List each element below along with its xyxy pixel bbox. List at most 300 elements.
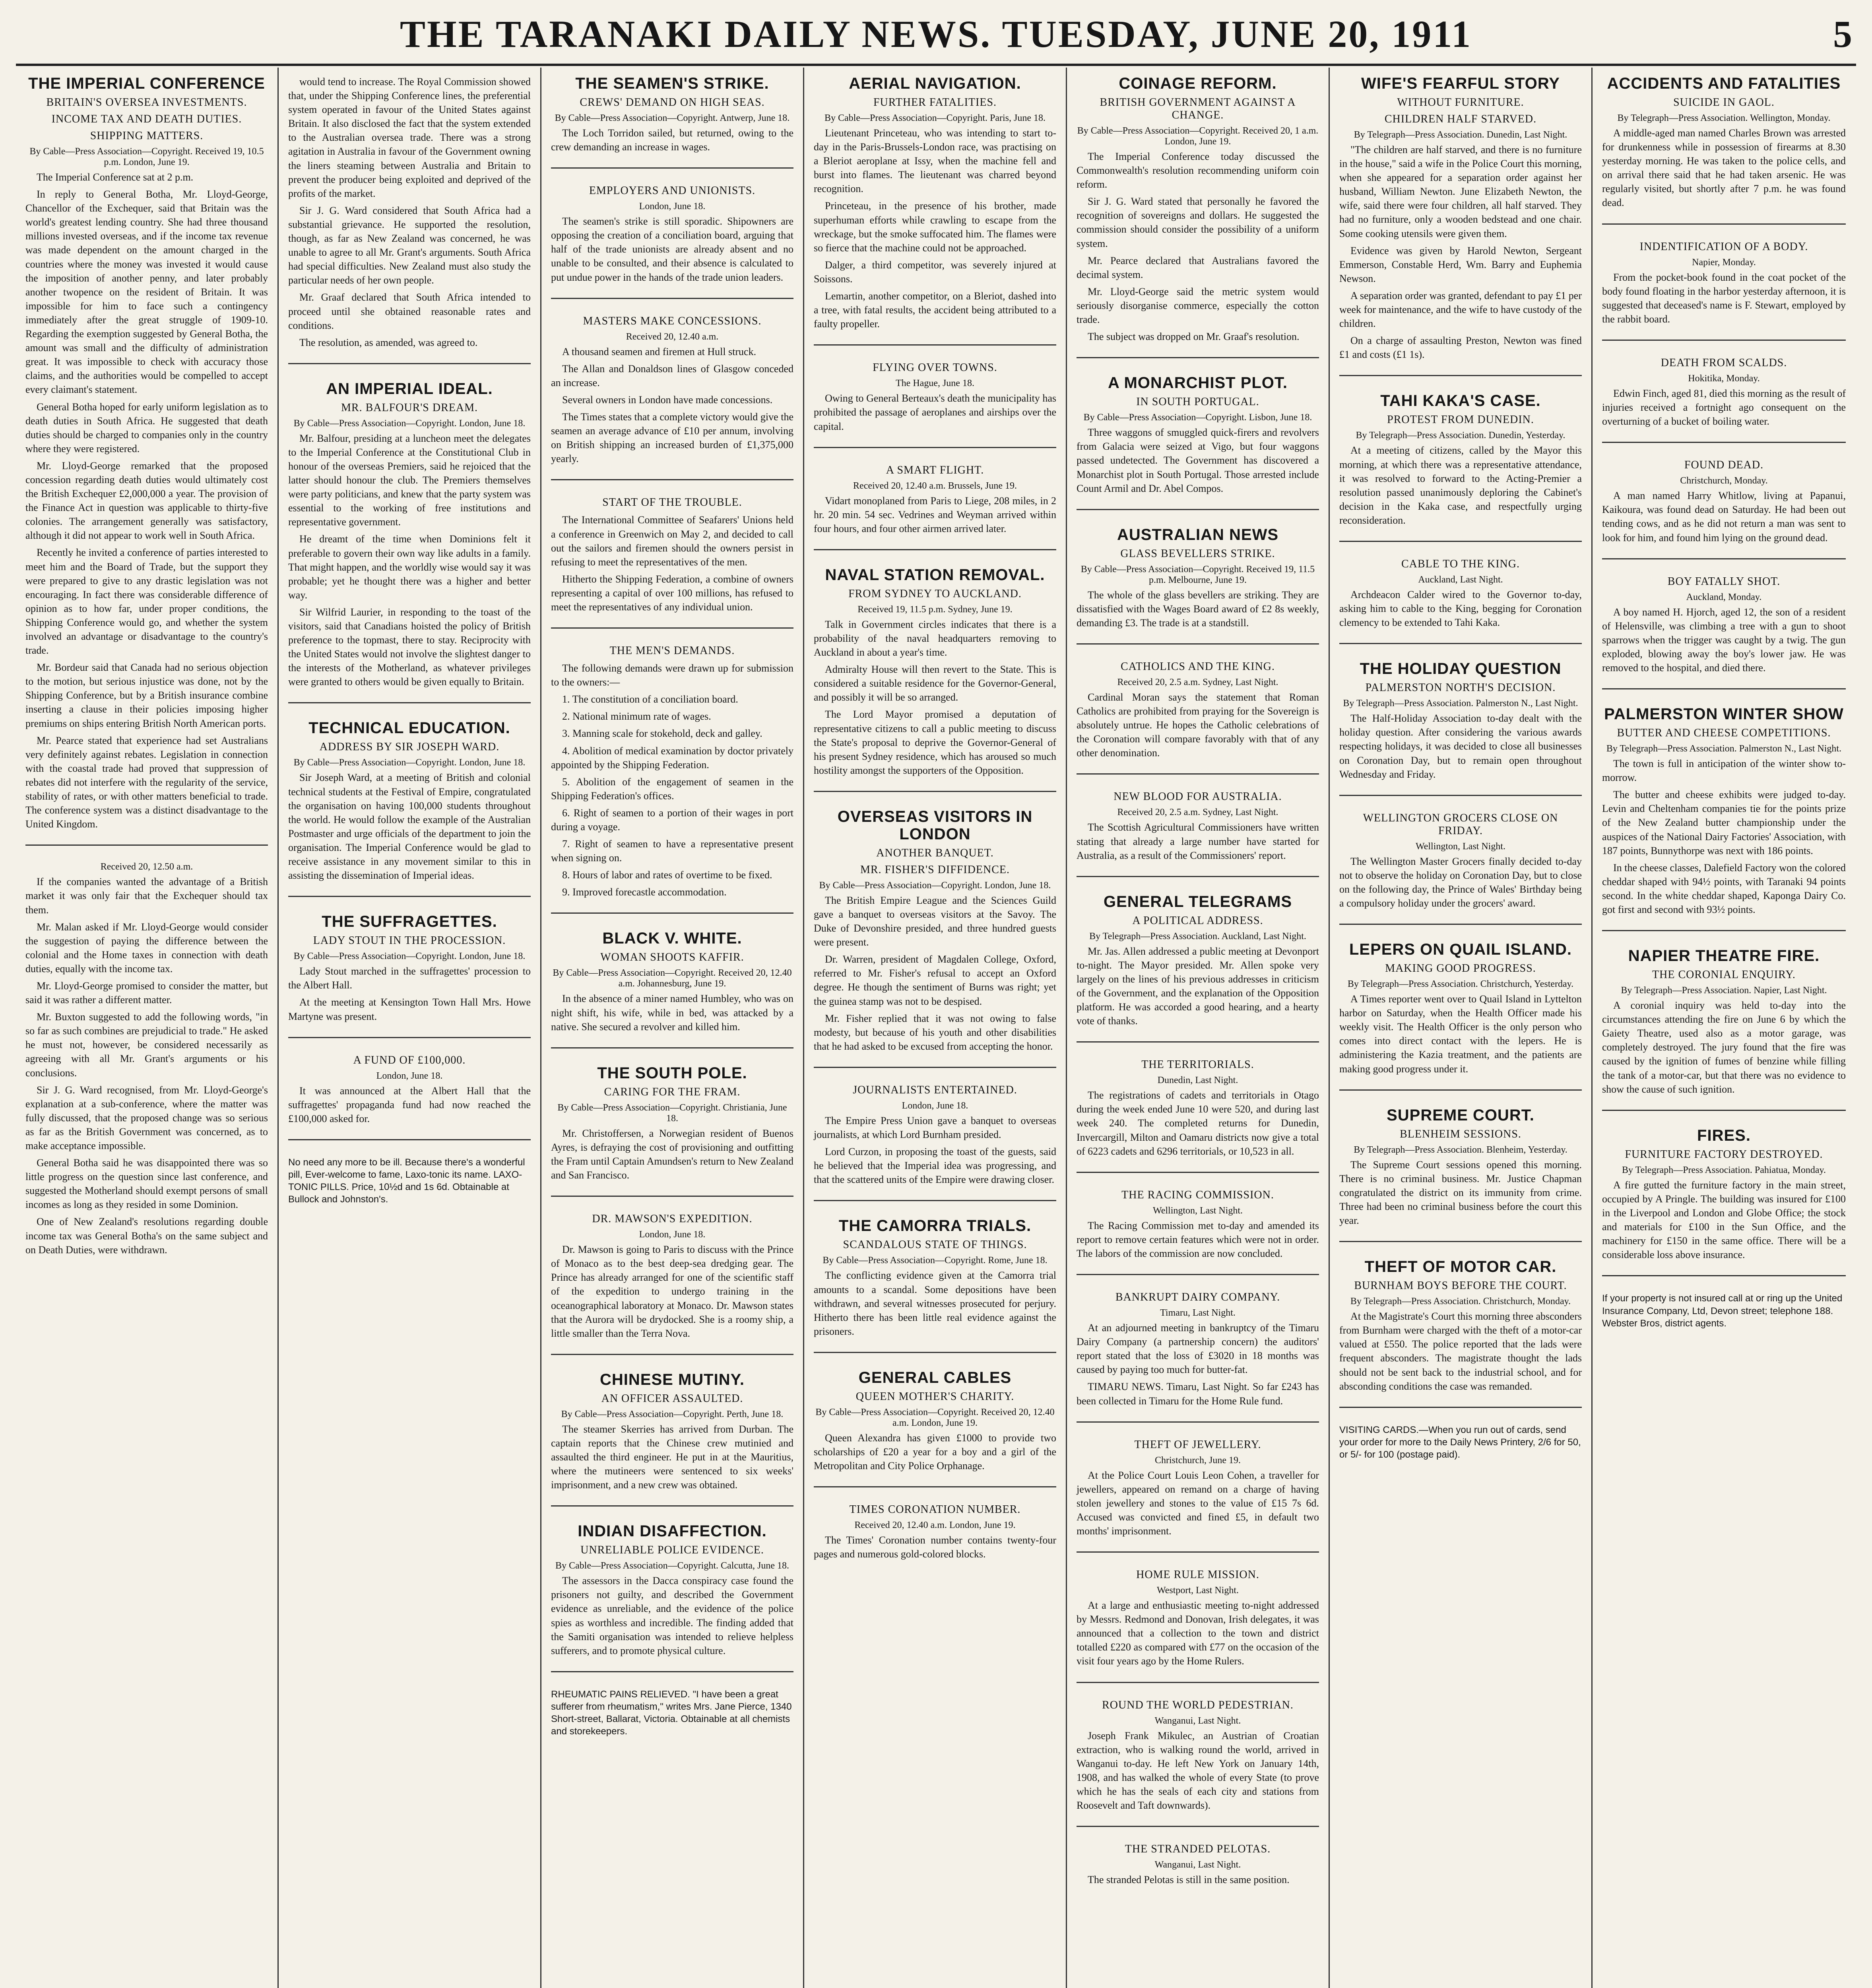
article-subhead: ADDRESS BY SIR JOSEPH WARD. <box>319 741 500 753</box>
article-section <box>1339 812 1582 925</box>
article-subhead: CHILDREN HALF STARVED. <box>1384 113 1537 125</box>
article-body <box>288 75 531 349</box>
article-section <box>1339 660 1582 796</box>
article-paragraph: Admiralty House will then revert to the State. This is considered a suitable residence for the Governor-General, and possibly it will be so arranged. <box>814 664 1056 703</box>
article-paragraph: The Half-Holiday Association to-day dealt with the holiday question. After considering the various awards respecting holidays, it was decided to close all businesses on Coronation Day, but to remain open throughout Wednesday and Friday. <box>1339 712 1582 780</box>
article-paragraph: Dr. Warren, president of Magdalen College, Oxford, referred to Mr. Fisher's refusal to accept an Oxford degree. He though the sentiment of Burns was right; yet the guinea stamp was not to be despised. <box>814 953 1056 1007</box>
article-headline: THE SUFFRAGETTES. <box>322 913 497 931</box>
article-paragraph: Evidence was given by Harold Newton, Sergeant Emmerson, Constable Herd, Wm. Barry and Euphemia Newson. <box>1339 245 1582 284</box>
article-section <box>551 1371 793 1507</box>
article-dateline: Received 20, 2.5 a.m. Sydney, Last Night. <box>1117 677 1278 687</box>
article-paragraph: Sir J. G. Ward considered that South Africa had a substantial grievance. He supported the resolution, though, as far as New Zealand was concerned, he was unable to agree to all Mr. Grant's arguments. South Africa had special difficulties. New Zealand must also study the particular needs of her own people. <box>288 204 531 286</box>
article-dateline: By Telegraph—Press Association. Dunedin, Last Night. <box>1354 130 1567 140</box>
article-body <box>1339 854 1582 910</box>
article-subhead: A POLITICAL ADDRESS. <box>1132 914 1263 927</box>
article-dateline: Received 20, 12.40 a.m. Brussels, June 19. <box>853 480 1017 491</box>
article-subhead: GLASS BEVELLERS STRIKE. <box>1120 547 1275 560</box>
article-body <box>551 214 793 284</box>
article-dateline: By Telegraph—Press Association. Blenheim, Yesterday. <box>1354 1144 1567 1155</box>
article-paragraph: Mr. Malan asked if Mr. Lloyd-George would consider the suggestion of paying the difference between the colonial and the Home taxes in connection with death duties, equally with the income tax. <box>25 921 268 975</box>
article-section <box>288 380 531 704</box>
article-body <box>1339 443 1582 527</box>
article-subhead: FROM SYDNEY TO AUCKLAND. <box>848 587 1022 600</box>
article-dateline: By Cable—Press Association—Copyright. Paris, June 18. <box>824 113 1046 123</box>
article-dateline: Wellington, Last Night. <box>1415 841 1506 852</box>
article-paragraph: 7. Right of seamen to have a representative present when signing on. <box>551 838 793 864</box>
article-subhead: THE RACING COMMISSION. <box>1121 1188 1274 1201</box>
article-subhead: MAKING GOOD PROGRESS. <box>1385 962 1536 975</box>
article-paragraph: The steamer Skerries has arrived from Durban. The captain reports that the Chinese crew mutinied and assaulted the third engineer. He put in at the Mauritius, where the mutineers were sentenced to six weeks' imprisonment, and a new crew was obtained. <box>551 1423 793 1491</box>
article-subhead: DEATH FROM SCALDS. <box>1661 356 1787 369</box>
article-section <box>1602 357 1846 443</box>
column-5 <box>1067 68 1330 1988</box>
article-dateline: The Hague, June 18. <box>896 378 974 389</box>
article-subhead: MASTERS MAKE CONCESSIONS. <box>583 315 762 327</box>
article-paragraph: It was announced at the Albert Hall that the suffragettes' propaganda fund had now reached the £100,000 asked for. <box>288 1085 531 1124</box>
article-section <box>1077 1843 1319 1900</box>
article-subhead: MR. BALFOUR'S DREAM. <box>341 401 478 414</box>
article-paragraph: Mr. Lloyd-George remarked that the proposed concession regarding death duties would ultimately cost the British Exchequer £2,000,000 a year. The provision of the Finance Act in question was applicable to thirty-five colonies. The arrangement generally was satisfactory, although it did not appear to work well in South Africa. <box>25 460 268 542</box>
article-dateline: Received 19, 11.5 p.m. Sydney, June 19. <box>857 604 1013 615</box>
article-subhead: NEW BLOOD FOR AUSTRALIA. <box>1114 790 1282 803</box>
article-section <box>288 719 531 897</box>
article-subhead: CATHOLICS AND THE KING. <box>1120 660 1275 673</box>
article-body <box>1077 944 1319 1028</box>
article-headline: THE HOLIDAY QUESTION <box>1360 660 1562 678</box>
article-section <box>814 808 1056 1068</box>
article-dateline: By Cable—Press Association—Copyright. Antwerp, June 18. <box>555 113 790 123</box>
article-section <box>1602 947 1846 1111</box>
article-body <box>1077 1321 1319 1408</box>
article-body <box>25 170 268 831</box>
article-section <box>551 496 793 629</box>
article-paragraph: The seamen's strike is still sporadic. Shipowners are opposing the creation of a conciliation board, arguing that half of the trade unionists are already absent and no unable to be consulted, and their absence is calculated to put undue power in the hands of the trade union leaders. <box>551 215 793 283</box>
article-paragraph: At an adjourned meeting in bankruptcy of the Timaru Dairy Company (a partnership concern) the auditors' report stated that the loss of £3020 in 18 months was caused by paying too much for butter-fat. <box>1077 1322 1319 1376</box>
article-body <box>1339 1158 1582 1227</box>
article-headline: ACCIDENTS AND FATALITIES <box>1607 75 1841 92</box>
article-dateline: London, June 18. <box>902 1100 968 1111</box>
article-paragraph: Recently he invited a conference of parties interested to meet him and the Board of Trade, but the support they were prepared to give to any drastic legislation was not encouraging. In fact there was considerable difference of opinion as to how far, under proper conditions, the Shipping Conference would go, and whether the system involved an advantage or disadvantage to the country's trade. <box>25 547 268 656</box>
article-headline: GENERAL TELEGRAMS <box>1103 893 1292 911</box>
article-body <box>814 1268 1056 1338</box>
article-paragraph: 9. Improved forecastle accommodation. <box>562 886 727 898</box>
column-6 <box>1330 68 1593 1988</box>
article-headline: FIRES. <box>1697 1126 1751 1144</box>
article-paragraph: The Scottish Agricultural Commissioners have written stating that already a large number have started for Australia, as a result of the Commissioners' report. <box>1077 821 1319 861</box>
article-paragraph: The whole of the glass bevellers are striking. They are dissatisfied with the Wages Board award of £2 8s weekly, demanding £3. The trade is at a standstill. <box>1077 589 1319 629</box>
article-paragraph: The Wellington Master Grocers finally decided to-day not to observe the holiday on Coronation Day, but to close on the following day, the Prince of Wales' Birthday being a compulsory holiday under the grocers' award. <box>1339 855 1582 909</box>
article-dateline: Christchurch, June 19. <box>1155 1455 1241 1466</box>
article-section <box>551 184 793 299</box>
article-paragraph: A Times reporter went over to Quail Island in Lyttelton harbor on Saturday, when the Health Officer made his weekly visit. The Health Officer is the only person who comes into direct contact with the lepers. He is administering the Kazia treatment, and the patients are making good progress under it. <box>1339 993 1582 1075</box>
article-section <box>1077 75 1319 358</box>
article-body <box>551 1422 793 1492</box>
article-dateline: By Cable—Press Association—Copyright. London, June 18. <box>293 951 526 962</box>
article-body <box>1339 143 1582 361</box>
article-headline: GENERAL CABLES <box>858 1369 1012 1386</box>
article-paragraph: The Supreme Court sessions opened this morning. There is no criminal business. Mr. Justice Chapman congratulated the district on its immunity from crime. Three had been no criminal business before the court this year. <box>1339 1159 1582 1227</box>
article-section <box>25 75 268 846</box>
article-dateline: Timaru, Last Night. <box>1160 1308 1236 1318</box>
article-paragraph: Lady Stout marched in the suffragettes' procession to the Albert Hall. <box>288 965 531 991</box>
article-paragraph: TIMARU NEWS. Timaru, Last Night. So far £243 has been collected in Timaru for the Home Rule fund. <box>1077 1381 1319 1407</box>
article-paragraph: The following demands were drawn up for submission to the owners:— <box>551 662 793 688</box>
article-section <box>1339 1424 1582 1472</box>
article-body <box>551 1574 793 1658</box>
column-1 <box>16 68 279 1988</box>
article-paragraph: Vidart monoplaned from Paris to Liege, 208 miles, in 2 hr. 20 min. 54 sec. Vedrines and Weyman arrived within four hours, and four other airmen arrived later. <box>814 495 1056 534</box>
article-body <box>1339 711 1582 781</box>
article-paragraph: The registrations of cadets and territorials in Otago during the week ended June 10 were 520, and during last week 240. The completed returns for Dunedin, Invercargill, Milton and Oamaru districts now give a total of 6223 cadets and 6296 territorials, or 10,523 in all. <box>1077 1089 1319 1157</box>
article-subhead: JOURNALISTS ENTERTAINED. <box>853 1083 1017 1096</box>
article-paragraph: Mr. Bordeur said that Canada had no serious objection to the motion, but serious injustice was done, not by the Shipping Conference, but by a British insurance combine inserting a clause in their policies imposing higher premiums on ships entering British North American ports. <box>25 662 268 729</box>
article-paragraph: At the Magistrate's Court this morning three absconders from Burnham were charged with the theft of a motor-car valued at £550. The police reported that the lads were frequent absconders. The magistrate thought the lads should not be sent back to the industrial school, and for absconding conditions the case was remanded. <box>1339 1310 1582 1392</box>
columns <box>16 68 1856 1988</box>
article-subhead: START OF THE TROUBLE. <box>602 496 742 509</box>
article-subhead: INDENTIFICATION OF A BODY. <box>1639 240 1808 253</box>
article-body <box>1077 588 1319 630</box>
article-paragraph: A fire gutted the furniture factory in the main street, occupied by A Pringle. The building was insured for £100 in the Liverpool and London and Globe Office; the stock and materials for £100 in the Sun Office, and the machinery for £150 in the same office. There will be a considerable loss above insurance. <box>1602 1179 1846 1261</box>
article-section <box>814 1503 1056 1574</box>
article-paragraph: Queen Alexandra has given £1000 to provide two scholarships of £20 a year for a boy and a girl of the Metropolitan and City Police Orphanage. <box>814 1432 1056 1472</box>
article-dateline: By Cable—Press Association—Copyright. London, June 18. <box>293 757 526 768</box>
article-subhead: WELLINGTON GROCERS CLOSE ON FRIDAY. <box>1363 812 1558 837</box>
article-paragraph: In reply to General Botha, Mr. Lloyd-George, Chancellor of the Exchequer, said that Britain was the world's greatest lending country. She had three thousand millions invested overseas, and if the income tax revenue was made dependent on the amount charged in the countries where the money was invested it would cause the imposition of another penny, and later probably another twopence on the resident of Britain. It was impossible for him to face such a contingency immediately after the great struggle of 1909-10. Regarding the exemption suggested by General Botha, the amount was small and the difficulty of administration great. It was impossible to check with accuracy those claims, and the authorities would be compelled to accept every claimant's statement. <box>25 188 268 396</box>
article-paragraph: "The children are half starved, and there is no furniture in the house," said a wife in the Police Court this morning, when she appeared for a separation order against her husband, William Newton. June Elizabeth Newton, the wife, said there were four children, all half starved. They had no furniture, only a wooden bedstead and one chair. Some cooking utensils were given them. <box>1339 144 1582 239</box>
article-paragraph: The butter and cheese exhibits were judged to-day. Levin and Cheltenham companies tie for the points prize of the New Zealand butter championship under the auspices of the National Dairy Factories' Association, with 187 points, Bunnythorpe was next with 186 points. <box>1602 789 1846 856</box>
article-section <box>551 645 793 914</box>
article-paragraph: The Allan and Donaldson lines of Glasgow conceded an increase. <box>551 363 793 388</box>
article-paragraph: Owing to General Berteaux's death the municipality has prohibited the passage of aeroplanes and airships over the capital. <box>814 392 1056 432</box>
article-subhead: BRITISH GOVERNMENT AGAINST A CHANGE. <box>1100 96 1296 121</box>
article-headline: NAPIER THEATRE FIRE. <box>1628 947 1820 965</box>
article-body <box>814 1533 1056 1561</box>
article-headline: THE CAMORRA TRIALS. <box>838 1217 1032 1235</box>
article-paragraph: At the Police Court Louis Leon Cohen, a traveller for jewellers, appeared on remand on a charge of having stolen jewellery and stones to the value of £15 7s 6d. Accused was convicted and fined £5, in default two months' imprisonment. <box>1077 1469 1319 1537</box>
article-body <box>551 1126 793 1182</box>
masthead <box>16 8 1856 66</box>
article-paragraph: Cardinal Moran says the statement that Roman Catholics are prohibited from praying for the Sovereign is absolutely untrue. He hopes the Catholic celebrations of the Coronation will compare favorably with that of any other denomination. <box>1077 691 1319 759</box>
article-section <box>288 1054 531 1140</box>
article-dateline: By Telegraph—Press Association. Christchurch, Monday. <box>1350 1296 1571 1307</box>
article-paragraph: 1. The constitution of a conciliation board. <box>562 693 738 705</box>
article-subhead: TIMES CORONATION NUMBER. <box>849 1503 1021 1516</box>
article-dateline: By Cable—Press Association—Copyright. Perth, June 18. <box>561 1409 784 1419</box>
article-dateline: By Telegraph—Press Association. Napier, Last Night. <box>1621 985 1827 996</box>
article-paragraph: He dreamt of the time when Dominions felt it preferable to govern their own way like adults in a family. That might happen, and the worldly wise would say it was probable; yet he thought there was a higher and better way. <box>288 533 531 601</box>
article-subhead: FOUND DEAD. <box>1684 459 1764 472</box>
article-paragraph: The Lord Mayor promised a deputation of representative citizens to call a public meeting to discuss the State's proposal to deprive the Governor-General of his present Sydney residence, which has aroused so much hostility amongst the supporters of the Opposition. <box>814 709 1056 776</box>
article-paragraph: 4. Abolition of medical examination by doctor privately appointed by the Shipping Federation. <box>551 745 793 771</box>
article-body <box>1077 1468 1319 1538</box>
article-section <box>1602 75 1846 225</box>
article-subhead: INCOME TAX AND DEATH DUTIES. <box>51 113 242 125</box>
article-subhead: UNRELIABLE POLICE EVIDENCE. <box>580 1544 764 1557</box>
article-section <box>1602 241 1846 341</box>
article-body <box>814 1431 1056 1473</box>
article-dateline: Auckland, Monday. <box>1686 592 1762 602</box>
article-dateline: By Telegraph—Press Association. Dunedin, Yesterday. <box>1356 430 1565 441</box>
article-subhead: FLYING OVER TOWNS. <box>873 361 997 374</box>
article-body <box>1077 149 1319 344</box>
article-body <box>1602 605 1846 675</box>
article-section <box>1077 1291 1319 1423</box>
article-paragraph: From the pocket-book found in the coat pocket of the body found floating in the harbor yesterday afternoon, it is suggested that deceased's name is F. Stewart, employed by the rabbit board. <box>1602 271 1846 325</box>
article-section <box>1602 1127 1846 1277</box>
article-section <box>1339 941 1582 1091</box>
article-paragraph: If the companies wanted the advantage of a British market it was only fair that the Exchequer should tax them. <box>25 876 268 916</box>
article-headline: TECHNICAL EDUCATION. <box>308 719 510 737</box>
article-section <box>1339 1107 1582 1242</box>
article-section <box>551 1688 793 1748</box>
article-paragraph: Hitherto the Shipping Federation, a combine of owners representing a capital of over 100 millions, has refused to meet the representatives of any individual union. <box>551 573 793 613</box>
article-body <box>814 391 1056 433</box>
article-dateline: By Cable—Press Association—Copyright. London, June 18. <box>293 418 526 429</box>
article-headline: CHINESE MUTINY. <box>600 1371 745 1388</box>
article-paragraph: Several owners in London have made concessions. <box>562 394 773 406</box>
article-dateline: Received 20, 12.40 a.m. <box>626 331 719 342</box>
article-headline: NAVAL STATION REMOVAL. <box>825 566 1045 584</box>
advertisement: No need any more to be ill. Because there's a wonderful pill, Ever-welcome to fame, Laxo-tonic its name. LAXO-TONIC PILLS. Price, 10½d and 1s 6d. Obtainable at Bullock and Johnston's. <box>288 1157 525 1205</box>
article-headline: THE IMPERIAL CONFERENCE <box>28 75 265 92</box>
article-paragraph: At the meeting at Kensington Town Hall Mrs. Howe Martyne was present. <box>288 996 531 1022</box>
article-section <box>814 1369 1056 1487</box>
article-headline: WIFE'S FEARFUL STORY <box>1361 75 1560 92</box>
article-paragraph: Archdeacon Calder wired to the Governor to-day, asking him to cable to the King, begging for Coronation clemency to be extended to Tahi Kaka. <box>1339 588 1582 629</box>
article-section <box>814 464 1056 550</box>
article-subhead: CARING FOR THE FRAM. <box>604 1085 741 1098</box>
article-body <box>551 661 793 899</box>
article-headline: AUSTRALIAN NEWS <box>1117 526 1279 544</box>
article-section <box>1077 1569 1319 1683</box>
article-paragraph: 8. Hours of labor and rates of overtime to be fixed. <box>562 869 772 881</box>
article-body <box>1602 757 1846 916</box>
article-paragraph: Lemartin, another competitor, on a Bleriot, dashed into a tree, with fatal results, the accident being attributed to a faulty propeller. <box>814 290 1056 330</box>
article-paragraph: The conflicting evidence given at the Camorra trial amounts to a scandal. Some depositions have been withdrawn, and several witnesses prosecuted for perjury. Hitherto there has been little real evidence against the prisoners. <box>814 1270 1056 1337</box>
article-dateline: Hokitika, Monday. <box>1688 373 1760 384</box>
article-dateline: By Telegraph—Press Association. Wellington, Monday. <box>1617 113 1831 123</box>
article-body <box>1077 1088 1319 1158</box>
article-dateline: By Telegraph—Press Association. Auckland, Last Night. <box>1089 931 1306 942</box>
article-paragraph: Mr. Balfour, presiding at a luncheon meet the delegates to the Imperial Conference at the Constitutional Club in honour of the overseas Premiers, said he rejoiced that the latter should honour the club. The Premiers themselves were party politicians, and knew that the party system was essential to the working of free institutions and representative government. <box>288 432 531 528</box>
article-paragraph: Talk in Government circles indicates that there is a probability of the naval headquarters removing to Auckland in about a year's time. <box>814 618 1056 658</box>
article-paragraph: Mr. Graaf declared that South Africa intended to proceed until she obtained reasonable rates and conditions. <box>288 291 531 331</box>
article-body <box>1602 1178 1846 1262</box>
article-headline: THE SEAMEN'S STRIKE. <box>575 75 769 92</box>
article-section <box>1602 1292 1846 1340</box>
article-section <box>288 75 531 364</box>
article-body <box>288 771 531 882</box>
article-section <box>814 1084 1056 1201</box>
article-paragraph: A thousand seamen and firemen at Hull struck. <box>562 346 757 357</box>
article-headline: LEPERS ON QUAIL ISLAND. <box>1349 941 1572 959</box>
article-paragraph: The Imperial Conference sat at 2 p.m. <box>37 171 194 183</box>
article-paragraph: General Botha said he was disappointed there was so little progress on the question since last conference, and suggested the Motherland should exempt persons of small incomes as long as they resided in some Dominion. <box>25 1157 268 1211</box>
article-subhead: THE TERRITORIALS. <box>1141 1058 1254 1071</box>
article-subhead: THE STRANDED PELOTAS. <box>1125 1843 1271 1856</box>
article-headline: AN IMPERIAL IDEAL. <box>326 380 493 398</box>
article-paragraph: Joseph Frank Mikulec, an Austrian of Croatian extraction, who is walking round the world, arrived in Wanganui to-day. He left New York on January 14th, 1908, and has walked the whole of every State (to prove which he has the seals of each city and stations from Roosevelt and Taft downwards). <box>1077 1730 1319 1811</box>
article-body <box>1602 386 1846 428</box>
article-subhead: PALMERSTON NORTH'S DECISION. <box>1365 681 1556 694</box>
article-body <box>814 494 1056 536</box>
article-body <box>814 1114 1056 1186</box>
article-headline: COINAGE REFORM. <box>1119 75 1277 92</box>
article-section <box>1602 575 1846 689</box>
article-headline: TAHI KAKA'S CASE. <box>1380 392 1541 410</box>
article-body <box>288 964 531 1023</box>
article-paragraph: Princeteau, in the presence of his brother, made superhuman efforts while crawling to escape from the wreckage, but the smoke suffocated him. The flames were so fierce that the machine could not be approached. <box>814 200 1056 254</box>
article-subhead: ANOTHER BANQUET. <box>876 846 994 859</box>
article-body <box>551 513 793 614</box>
article-body <box>1339 992 1582 1076</box>
article-paragraph: The Racing Commission met to-day and amended its report to remove certain features which were not in order. The labors of the commission are now concluded. <box>1077 1219 1319 1259</box>
article-dateline: Auckland, Last Night. <box>1418 574 1503 585</box>
article-paragraph: Lord Curzon, in proposing the toast of the guests, said he believed that the Imperial idea was progressing, and that the scattered units of the Empire were drawing closer. <box>814 1146 1056 1186</box>
article-section <box>1339 558 1582 644</box>
article-paragraph: The subject was dropped on Mr. Graaf's resolution. <box>1088 331 1300 343</box>
article-paragraph: In the cheese classes, Dalefield Factory won the colored cheddar shaped with 94½ points, with Taranaki 94 points second. In the white cheddar shaped, Kaponga Dairy Co. got first and second with 93½ points. <box>1602 862 1846 915</box>
article-subhead: SHIPPING MATTERS. <box>90 130 204 142</box>
advertisement: RHEUMATIC PAINS RELIEVED. "I have been a great sufferer from rheumatism," writes Mrs. Jane Pierce, 1340 Short-street, Ballarat, Victoria. Obtainable at all chemists and storekeepers. <box>551 1689 792 1737</box>
article-paragraph: At a meeting of citizens, called by the Mayor this morning, at which there was a representative attendance, it was resolved to forward to the Acting-Premier a resolution passed unanimously deploring the Cabinet's decision in the Kaka case, and respectfully urging reconsideration. <box>1339 445 1582 526</box>
article-paragraph: At a large and enthusiastic meeting to-night addressed by Messrs. Redmond and Donovan, Irish delegates, it was announced that a collection to the town and district totalled £220 as compared with £77 on the occasion of the visit four years ago by the Home Rulers. <box>1077 1600 1319 1667</box>
article-paragraph: The Loch Torridon sailed, but returned, owing to the crew demanding an increase in wages. <box>551 127 793 153</box>
column-4 <box>804 68 1067 1988</box>
article-subhead: BOY FATALLY SHOT. <box>1667 575 1781 588</box>
article-dateline: By Telegraph—Press Association. Palmerston N., Last Night. <box>1606 744 1842 754</box>
article-section <box>1077 1699 1319 1827</box>
article-subhead: BANKRUPT DAIRY COMPANY. <box>1115 1291 1280 1304</box>
column-2 <box>279 68 541 1988</box>
article-section <box>551 1522 793 1672</box>
article-paragraph: Mr. Lloyd-George promised to consider the matter, but said it was rather a different matter. <box>25 980 268 1006</box>
article-dateline: Received 20, 2.5 a.m. Sydney, Last Night. <box>1117 807 1278 818</box>
article-paragraph: The Imperial Conference today discussed the Commonwealth's resolution recommending uniform coin reform. <box>1077 151 1319 190</box>
article-section <box>814 75 1056 346</box>
advertisement: If your property is not insured call at or ring up the United Insurance Company, Ltd, Devon street; telephone 188. Webster Bros, district agents. <box>1602 1293 1843 1329</box>
article-dateline: Received 20, 12.40 a.m. London, June 19. <box>854 1520 1016 1531</box>
article-paragraph: A middle-aged man named Charles Brown was arrested for drunkenness while in possession of firearms at 8.30 yesterday morning. He was taken to the police cells, and on arrival there said that he had taken arsenic. He was regularly visited, but shortly after 7 p.m. he was found dead. <box>1602 127 1846 209</box>
article-dateline: Received 20, 12.50 a.m. <box>100 862 193 872</box>
article-subhead: EMPLOYERS AND UNIONISTS. <box>589 184 756 197</box>
article-subhead: CREWS' DEMAND ON HIGH SEAS. <box>580 96 765 109</box>
article-headline: SUPREME COURT. <box>1387 1106 1534 1124</box>
article-dateline: By Cable—Press Association—Copyright. Calcutta, June 18. <box>555 1561 789 1571</box>
article-dateline: By Cable—Press Association—Copyright. Lisbon, June 18. <box>1083 412 1312 423</box>
article-section <box>1602 459 1846 559</box>
article-headline: THE SOUTH POLE. <box>597 1064 747 1082</box>
article-paragraph: 3. Manning scale for stokehold, deck and galley. <box>562 728 762 740</box>
article-body <box>551 1242 793 1340</box>
article-headline: PALMERSTON WINTER SHOW <box>1604 705 1844 723</box>
article-paragraph: Mr. Jas. Allen addressed a public meeting at Devonport to-night. The Mayor presided. Mr. Allen spoke very largely on the lines of his previous addresses in criticism of the Government, and the explanation of the Opposition platform. He was accorded a good hearing, and a hearty vote of thanks. <box>1077 945 1319 1027</box>
article-section <box>1077 374 1319 510</box>
article-paragraph: Mr. Christoffersen, a Norwegian resident of Buenos Ayres, is defraying the cost of provisioning and outfitting the Fram until Captain Amundsen's return to New Zealand and San Francisco. <box>551 1127 793 1181</box>
article-subhead: CABLE TO THE KING. <box>1401 557 1520 570</box>
article-paragraph: Three waggons of smuggled quick-firers and revolvers from Galacia were seized at Vigo, but four waggons passed undetected. The Government has discovered a Monarchist plot in South Portugal. Those arrested include Count Armil and Dr. Abel Compos. <box>1077 427 1319 494</box>
article-subhead: WITHOUT FURNITURE. <box>1397 96 1524 109</box>
article-paragraph: Mr. Buxton suggested to add the following words, "in so far as such combines are prejudicial to trade." He asked he must not, however, be considered necessarily as agreeing with all Mr. Grant's arguments or his conclusions. <box>25 1011 268 1079</box>
article-paragraph: A man named Harry Whitlow, living at Papanui, Kaikoura, was found dead on Saturday. He had been out tending cows, and as he did not return a man was sent to look for him, and found him lying on the ground dead. <box>1602 490 1846 544</box>
masthead-title: THE TARANAKI DAILY NEWS. TUESDAY, JUNE 20, 1911 <box>400 13 1472 55</box>
article-section <box>1339 392 1582 542</box>
article-paragraph: Sir J. G. Ward stated that personally he favored the recognition of sovereigns and dollars. He suggested the commission should consider the possibility of a uniform system. <box>1077 196 1319 249</box>
article-section <box>1077 893 1319 1043</box>
article-dateline: Wellington, Last Night. <box>1152 1205 1243 1216</box>
article-headline: AERIAL NAVIGATION. <box>849 75 1021 92</box>
article-section <box>1339 75 1582 376</box>
article-body <box>1077 1598 1319 1668</box>
article-paragraph: The Empire Press Union gave a banquet to overseas journalists, at which Lord Burnham presided. <box>814 1114 1056 1141</box>
article-section <box>1077 526 1319 645</box>
article-body <box>551 126 793 154</box>
article-paragraph: Mr. Fisher replied that it was not owing to false modesty, but because of his youth and other disabilities that he had asked to be excused from accepting the honor. <box>814 1012 1056 1052</box>
article-section <box>1077 1439 1319 1553</box>
article-section <box>814 361 1056 448</box>
article-dateline: Christchurch, Monday. <box>1680 476 1768 486</box>
article-subhead: DR. MAWSON'S EXPEDITION. <box>592 1213 753 1225</box>
article-body <box>1339 588 1582 629</box>
article-dateline: Wanganui, Last Night. <box>1154 1715 1241 1726</box>
article-paragraph: Mr. Pearce stated that experience had set Australians very definitely against rebates. Legislation in connection with the coastal trade had proved that suppression of rebates did not interfere with the regularity of the service, stability of rates, or with other matters beneficial to trade. The conference system was a distinct disadvantage to the United Kingdom. <box>25 734 268 830</box>
article-dateline: By Cable—Press Association—Copyright. Received 20, 1 a.m. London, June 19. <box>1077 126 1319 147</box>
article-paragraph: On a charge of assaulting Preston, Newton was fined £1 and costs (£1 1s). <box>1339 335 1582 361</box>
article-subhead: WOMAN SHOOTS KAFFIR. <box>600 951 744 964</box>
article-paragraph: Lieutenant Princeteau, who was intending to start to-day in the Paris-Brussels-London race, was practising on a Bleriot aeroplane at Issy, when the machine fell and burst into flames. The lieutenant was charred beyond recognition. <box>814 127 1056 195</box>
article-subhead: PROTEST FROM DUNEDIN. <box>1387 414 1534 426</box>
article-section <box>1602 705 1846 931</box>
article-section <box>25 862 268 1270</box>
article-section <box>551 930 793 1048</box>
article-dateline: By Telegraph—Press Association. Pahiatua, Monday. <box>1622 1165 1826 1175</box>
article-paragraph: Dalger, a third competitor, was severely injured at Soissons. <box>814 259 1056 285</box>
article-dateline: By Telegraph—Press Association. Palmerston N., Last Night. <box>1343 698 1578 709</box>
article-body <box>288 431 531 689</box>
article-paragraph: The resolution, as amended, was agreed to. <box>299 336 478 348</box>
article-body <box>1077 690 1319 760</box>
article-body <box>551 345 793 466</box>
article-paragraph: Mr. Lloyd-George said the metric system would seriously disorganise commerce, especially the cotton trade. <box>1077 285 1319 326</box>
article-body <box>1602 126 1846 210</box>
article-body <box>814 617 1056 777</box>
article-paragraph: A separation order was granted, defendant to pay £1 per week for maintenance, and the wife to have custody of the children. <box>1339 289 1582 330</box>
article-paragraph: The town is full in anticipation of the winter show to-morrow. <box>1602 758 1846 784</box>
article-subhead: BUTTER AND CHEESE COMPETITIONS. <box>1617 727 1831 740</box>
column-7 <box>1593 68 1855 1988</box>
article-subhead: LADY STOUT IN THE PROCESSION. <box>313 934 506 947</box>
article-subhead: SUICIDE IN GAOL. <box>1673 96 1775 109</box>
article-dateline: London, June 18. <box>639 1229 706 1240</box>
article-dateline: By Telegraph—Press Association. Christchurch, Yesterday. <box>1347 979 1574 990</box>
article-body <box>25 875 268 1256</box>
article-section <box>551 1064 793 1197</box>
article-dateline: London, June 18. <box>376 1070 443 1081</box>
article-paragraph: Edwin Finch, aged 81, died this morning as the result of injuries received a fortnight ago consequent on the overturning of a bucket of boiling water. <box>1602 387 1846 427</box>
article-dateline: Dunedin, Last Night. <box>1157 1075 1238 1086</box>
article-paragraph: 5. Abolition of the engagement of seamen in the Shipping Federation's offices. <box>551 776 793 802</box>
article-paragraph: 6. Right of seamen to a portion of their wages in port during a voyage. <box>551 807 793 833</box>
article-body <box>1077 1219 1319 1260</box>
article-dateline: Wanganui, Last Night. <box>1154 1860 1241 1870</box>
article-dateline: By Cable—Press Association—Copyright. Rome, June 18. <box>823 1255 1048 1266</box>
article-body <box>1602 270 1846 326</box>
article-paragraph: The Times states that a complete victory would give the seamen an average advance of £10 per annum, involving on British shipping an increased burden of £1,375,000 yearly. <box>551 411 793 465</box>
article-paragraph: The British Empire League and the Sciences Guild gave a banquet to overseas visitors at the Savoy. The Duke of Devonshire presided, and three hundred guests were present. <box>814 894 1056 948</box>
article-body <box>1077 425 1319 495</box>
article-subhead: A SMART FLIGHT. <box>886 464 984 476</box>
article-section <box>1077 1058 1319 1173</box>
